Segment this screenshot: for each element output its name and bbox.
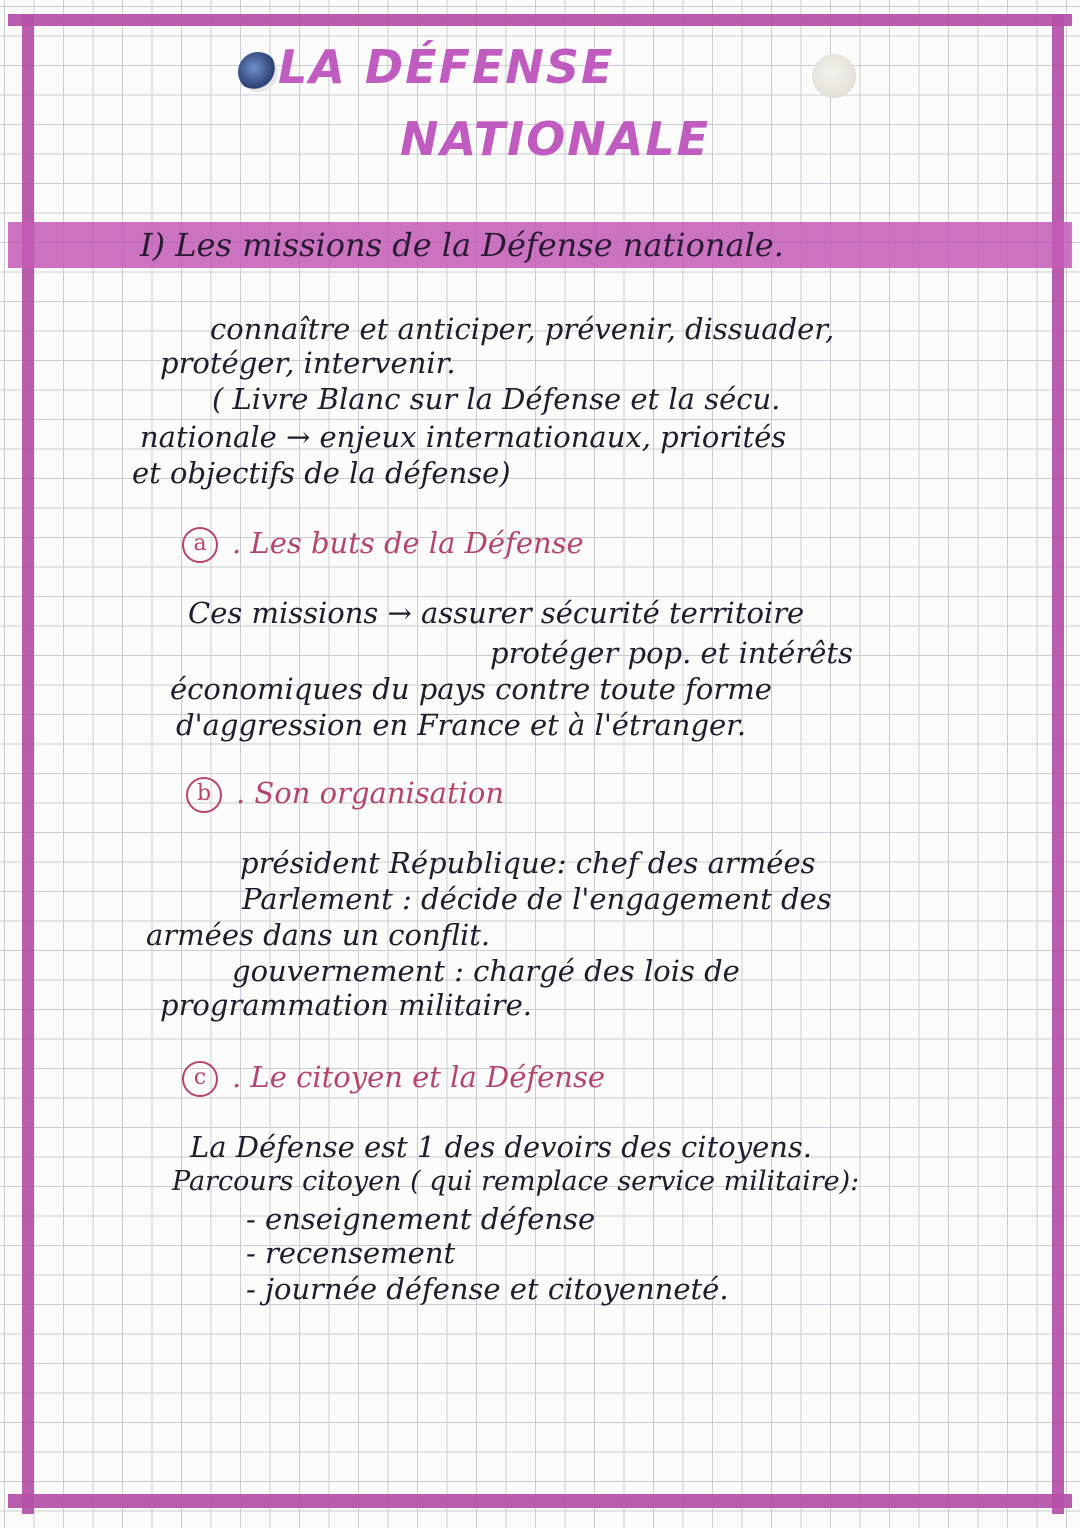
subheading-a-text: . Les buts de la Défense bbox=[232, 526, 584, 560]
part-b-line: programmation militaire. bbox=[160, 988, 532, 1022]
part-c-line: Parcours citoyen ( qui remplace service militaire): bbox=[172, 1166, 860, 1197]
intro-line: protéger, intervenir. bbox=[160, 346, 456, 380]
part-c-line: La Défense est 1 des devoirs des citoyens. bbox=[190, 1130, 813, 1164]
section-heading: I) Les missions de la Défense nationale. bbox=[140, 226, 784, 264]
marker-c: c bbox=[182, 1061, 218, 1097]
part-b-line: gouvernement : chargé des lois de bbox=[232, 954, 740, 988]
page-title-line2: NATIONALE bbox=[400, 112, 711, 166]
subheading-b bbox=[186, 776, 504, 813]
part-a-line: Ces missions → assurer sécurité territoire bbox=[188, 596, 805, 630]
subheading-b-text: . Son organisation bbox=[236, 776, 505, 810]
part-b-line: armées dans un conflit. bbox=[146, 918, 491, 952]
frame-top bbox=[8, 14, 1072, 26]
part-b-line: président République: chef des armées bbox=[240, 846, 816, 880]
marker-a: a bbox=[182, 527, 218, 563]
intro-line: ( Livre Blanc sur la Défense et la sécu. bbox=[212, 382, 781, 416]
part-c-line: - journée défense et citoyenneté. bbox=[246, 1272, 729, 1306]
part-b-line: Parlement : décide de l'engagement des bbox=[242, 882, 832, 916]
part-c-line: - recensement bbox=[246, 1236, 456, 1270]
intro-line: nationale → enjeux internationaux, priorités bbox=[140, 420, 787, 454]
intro-line: connaître et anticiper, prévenir, dissuader, bbox=[210, 312, 835, 346]
subheading-a bbox=[182, 526, 584, 563]
subheading-c bbox=[182, 1060, 605, 1097]
part-a-line: économiques du pays contre toute forme bbox=[170, 672, 772, 706]
subheading-c-text: . Le citoyen et la Défense bbox=[232, 1060, 605, 1094]
intro-line: et objectifs de la défense) bbox=[132, 456, 511, 490]
frame-bottom bbox=[8, 1494, 1072, 1508]
part-a-line: protéger pop. et intérêts bbox=[490, 636, 853, 670]
part-a-line: d'aggression en France et à l'étranger. bbox=[176, 708, 747, 742]
marker-b: b bbox=[186, 777, 222, 813]
punch-hole-left bbox=[238, 52, 278, 92]
punch-hole-right bbox=[812, 54, 856, 98]
part-c-line: - enseignement défense bbox=[246, 1202, 596, 1236]
page-title-line1: LA DÉFENSE bbox=[278, 40, 615, 94]
